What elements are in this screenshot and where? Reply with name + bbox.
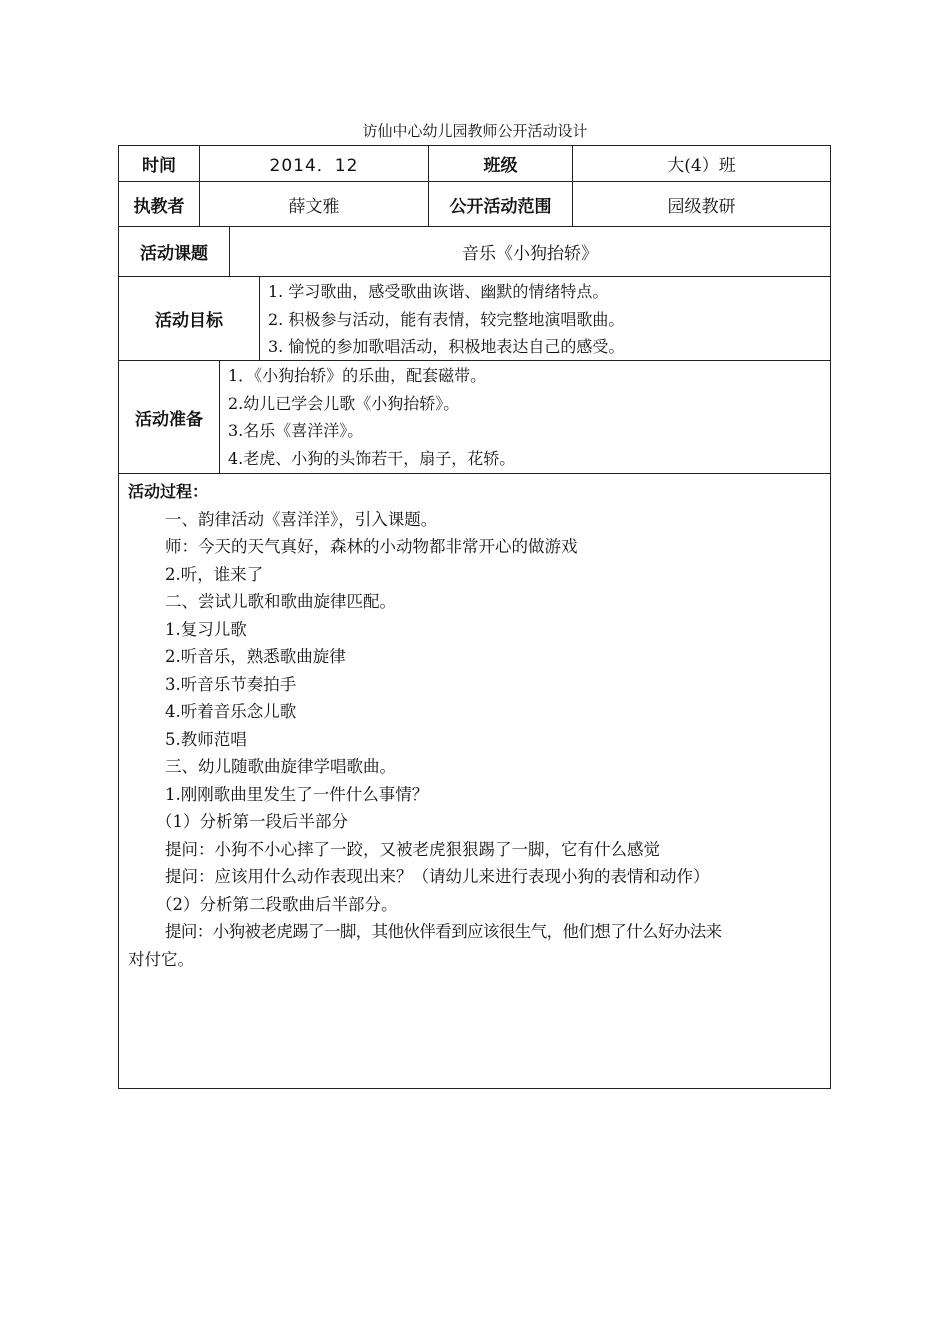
preparation-item: 4.老虎、小狗的头饰若干，扇子，花轿。 [228, 448, 516, 468]
process-line: 1.刚刚歌曲里发生了一件什么事情？ [165, 784, 429, 804]
process-line: 一、韵律活动《喜洋洋》，引入课题。 [165, 509, 438, 529]
process-line: 1.复习儿歌 [165, 619, 247, 639]
process-line: 3.听音乐节奏拍手 [165, 674, 297, 694]
goals-list [259, 276, 831, 361]
preparation-list [219, 360, 831, 474]
process-title: 活动过程： [128, 482, 209, 501]
process-line: 提问：小狗不小心摔了一跤，又被老虎狠狠踢了一脚，它有什么感觉 [165, 839, 660, 859]
scope-label: 公开活动范围 [428, 181, 573, 227]
preparation-item: 3.名乐《喜洋洋》。 [228, 421, 364, 440]
preparation-label: 活动准备 [118, 360, 220, 474]
goal-item: 3. 愉悦的参加歌唱活动，积极地表达自己的感受。 [268, 337, 625, 356]
goal-item: 1. 学习歌曲，感受歌曲诙谐、幽默的情绪特点。 [268, 282, 609, 301]
time-value: 2014．12 [199, 145, 429, 182]
process-line: 三、幼儿随歌曲旋律学唱歌曲。 [165, 757, 396, 776]
process-line: （1）分析第一段后半部分 [156, 812, 348, 831]
class-label: 班级 [428, 145, 573, 182]
teacher-label: 执教者 [118, 181, 200, 227]
time-label: 时间 [118, 145, 200, 182]
process-line: 二、尝试儿歌和歌曲旋律匹配。 [165, 592, 396, 611]
process-section [118, 473, 831, 1089]
preparation-item: 1．《小狗抬轿》的乐曲，配套磁带。 [228, 366, 487, 385]
topic-value: 音乐《小狗抬轿》 [229, 226, 831, 277]
process-line: 2.听，谁来了 [165, 564, 264, 584]
process-line: 5.教师范唱 [165, 729, 247, 749]
process-line: 对付它。 [128, 949, 194, 969]
goals-label: 活动目标 [118, 276, 260, 361]
process-line: 2.听音乐，熟悉歌曲旋律 [165, 647, 346, 666]
scope-value: 园级教研 [572, 181, 831, 227]
class-value: 大(4）班 [572, 145, 831, 182]
process-line: 提问：小狗被老虎踢了一脚，其他伙伴看到应该很生气，他们想了什么好办法来 [165, 922, 722, 941]
teacher-value: 薛文雅 [199, 181, 429, 227]
preparation-item: 2.幼儿已学会儿歌《小狗抬轿》。 [228, 393, 460, 413]
process-line: （2）分析第二段歌曲后半部分。 [156, 894, 398, 914]
process-line: 师：今天的天气真好，森林的小动物都非常开心的做游戏 [165, 537, 578, 556]
document-title: 访仙中心幼儿园教师公开活动设计 [362, 122, 588, 140]
process-line: 提问：应该用什么动作表现出来？（请幼儿来进行表现小狗的表情和动作） [165, 867, 710, 886]
goal-item: 2. 积极参与活动，能有表情，较完整地演唱歌曲。 [268, 309, 625, 329]
topic-label: 活动课题 [118, 226, 230, 277]
process-line: 4.听着音乐念儿歌 [165, 702, 297, 721]
